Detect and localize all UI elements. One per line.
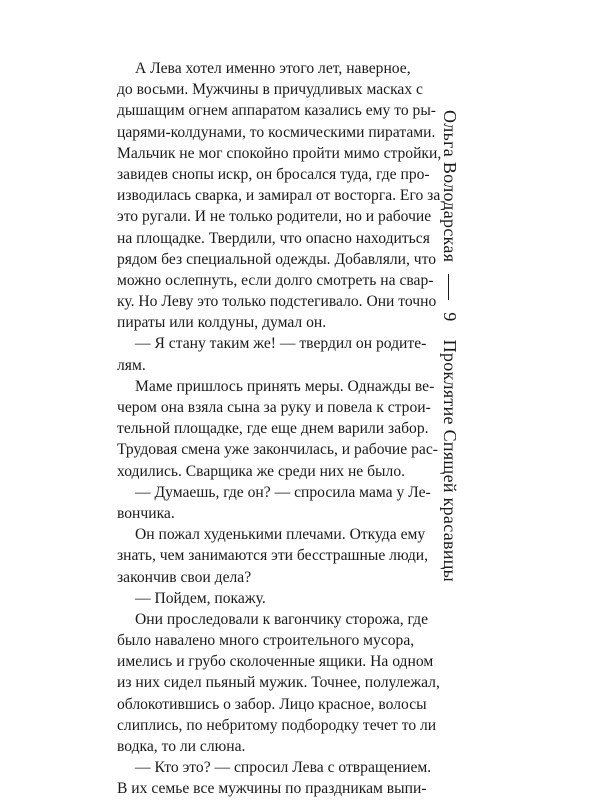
text-line: В их семье все мужчины по праздникам выпи- — [117, 780, 427, 798]
text-line: — Кто это? — спросил Лева с отвращением. — [135, 759, 432, 777]
body-text — [117, 58, 442, 800]
text-line: — Я стану таким же! — твердил он родите- — [135, 335, 427, 353]
text-line: слиплись, по небритому подбородку течет то ли — [117, 716, 437, 734]
text-line: — Пойдем, покажу. — [135, 589, 266, 607]
text-line: лям. — [117, 356, 146, 374]
text-line: тельной площадке, где еще днем варили забор. — [117, 420, 429, 438]
running-head — [436, 110, 466, 710]
text-line: знать, чем занимаются эти бесстрашные люди, — [117, 547, 428, 565]
running-head-rotated — [439, 110, 460, 582]
text-line: ку. Но Леву это только подстегивало. Они точно — [117, 293, 437, 311]
text-line: облокотившись о забор. Лицо красное, волосы — [117, 695, 427, 713]
text-line: — Думаешь, где он? — спросила мама у Ле- — [135, 483, 431, 501]
text-line: рядом без специальной одежды. Добавляли, что — [117, 250, 437, 268]
text-line: закончив свои дела? — [117, 568, 252, 586]
text-line: вончика. — [117, 504, 175, 522]
text-line: Мальчик не мог спокойно пройти мимо стройки, — [117, 144, 442, 162]
text-line: А Лева хотел именно этого лет, наверное, — [135, 60, 411, 77]
text-line: имелись и грубо сколоченные ящики. На одном — [117, 653, 434, 671]
text-line: царями-колдунами, то космическими пиратами. — [117, 123, 436, 141]
running-head-divider — [448, 274, 449, 300]
text-line: завидев снопы искр, он бросался туда, где про- — [117, 165, 430, 183]
text-line: было навалено много строительного мусора, — [117, 632, 415, 650]
text-line: изводилась сварка, и замирал от восторга. Его за — [117, 187, 441, 205]
text-line: ходились. Сварщика же среди них не было. — [117, 462, 406, 480]
running-head-author: Ольга Володарская — [440, 110, 460, 263]
text-line: водка, то ли слюна. — [117, 738, 246, 755]
text-line: это ругали. И не только родители, но и рабочие — [117, 208, 432, 226]
page-number: 9 — [440, 312, 460, 322]
running-head-title: Проклятие Спящей красавицы — [440, 339, 460, 583]
text-line: дышащим огнем аппаратом казались ему то ры- — [117, 102, 436, 120]
text-line: на площадке. Твердили, что опасно находиться — [117, 229, 430, 247]
text-line: Трудовая смена уже закончилась, и рабочие рас- — [117, 441, 438, 459]
text-line: до восьми. Мужчины в причудливых масках с — [117, 81, 423, 99]
text-line: можно ослепнуть, если долго смотреть на свар- — [117, 271, 434, 289]
text-line: Маме пришлось принять меры. Однажды ве- — [135, 377, 435, 395]
text-line: чером она взяла сына за руку и повела к строи- — [117, 399, 431, 416]
text-line: из них сидел пьяный мужик. Точнее, полулежал, — [117, 674, 440, 692]
text-line: Они проследовали к вагончику сторожа, где — [135, 610, 429, 628]
text-line: пираты или колдуны, думал он. — [117, 314, 327, 332]
text-line: Он пожал худенькими плечами. Откуда ему — [135, 526, 426, 544]
